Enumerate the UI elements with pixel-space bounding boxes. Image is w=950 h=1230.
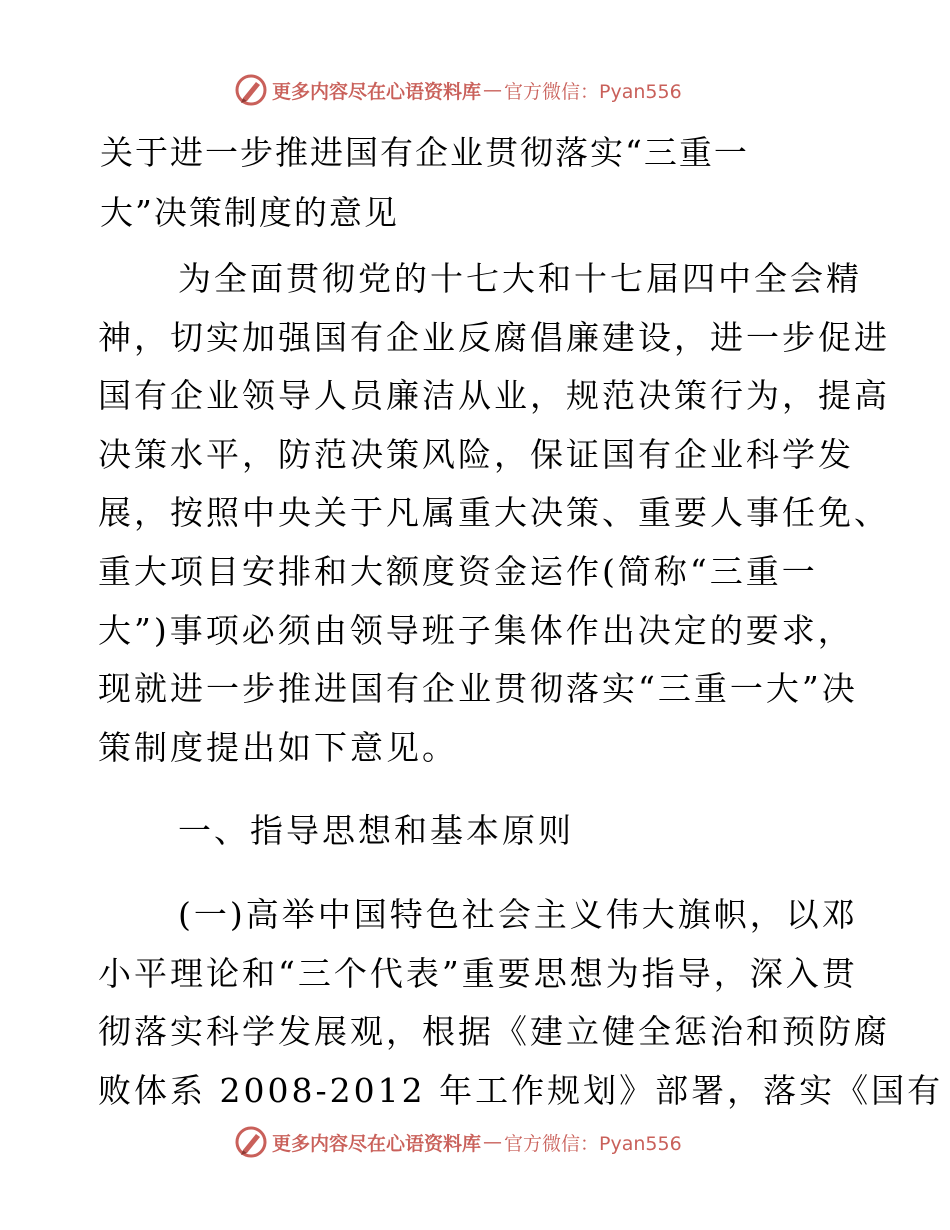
- paragraph-line: 策制度提出如下意见。: [98, 727, 458, 767]
- watermark-footer: [234, 1124, 754, 1160]
- document-body: [98, 250, 944, 1120]
- paragraph-line: 彻落实科学发展观，根据《建立健全惩治和预防腐: [98, 1012, 890, 1052]
- paragraph-line: 展，按照中央关于凡属重大决策、重要人事任免、: [98, 493, 890, 533]
- watermark-side-text: 官方微信：Pyan556: [504, 1132, 682, 1155]
- pen-logo-icon: [234, 1125, 268, 1159]
- watermark-header: [234, 72, 754, 108]
- section-heading: 一、指导思想和基本原则: [178, 811, 574, 851]
- paragraph-line: 国有企业领导人员廉洁从业，规范决策行为，提高: [98, 376, 890, 416]
- paragraph-gap: [98, 777, 858, 802]
- pen-logo-icon: [234, 73, 268, 107]
- paragraph-line: 败体系 2008-2012 年工作规划》部署，落实《国有: [98, 1070, 944, 1110]
- paragraph-line: 神，切实加强国有企业反腐倡廉建设，进一步促进: [98, 317, 890, 357]
- paragraph-line: 小平理论和“三个代表”重要思想为指导，深入贯: [98, 953, 858, 993]
- title-line: 关于进一步推进国有企业贯彻落实“三重一: [100, 133, 749, 172]
- document-title: [100, 123, 860, 243]
- paragraph-line: (一)高举中国特色社会主义伟大旗帜，以邓: [178, 894, 858, 934]
- watermark-side-text: 官方微信：Pyan556: [504, 80, 682, 103]
- paragraph-line: 决策水平，防范决策风险，保证国有企业科学发: [98, 434, 854, 474]
- title-line: 大”决策制度的意见: [100, 193, 399, 232]
- paragraph-line: 大”)事项必须由领导班子集体作出决定的要求，: [98, 610, 854, 650]
- paragraph-line: 为全面贯彻党的十七大和十七届四中全会精: [178, 259, 862, 298]
- watermark-main-text: 更多内容尽在心语资料库: [272, 1132, 482, 1155]
- watermark-main-text: 更多内容尽在心语资料库: [272, 80, 482, 103]
- paragraph-gap: [98, 861, 858, 886]
- watermark-separator: —: [483, 1131, 503, 1153]
- paragraph-line: 现就进一步推进国有企业贯彻落实“三重一大”决: [98, 669, 858, 709]
- paragraph-line: 重大项目安排和大额度资金运作(简称“三重一: [98, 551, 818, 591]
- watermark-separator: —: [483, 79, 503, 101]
